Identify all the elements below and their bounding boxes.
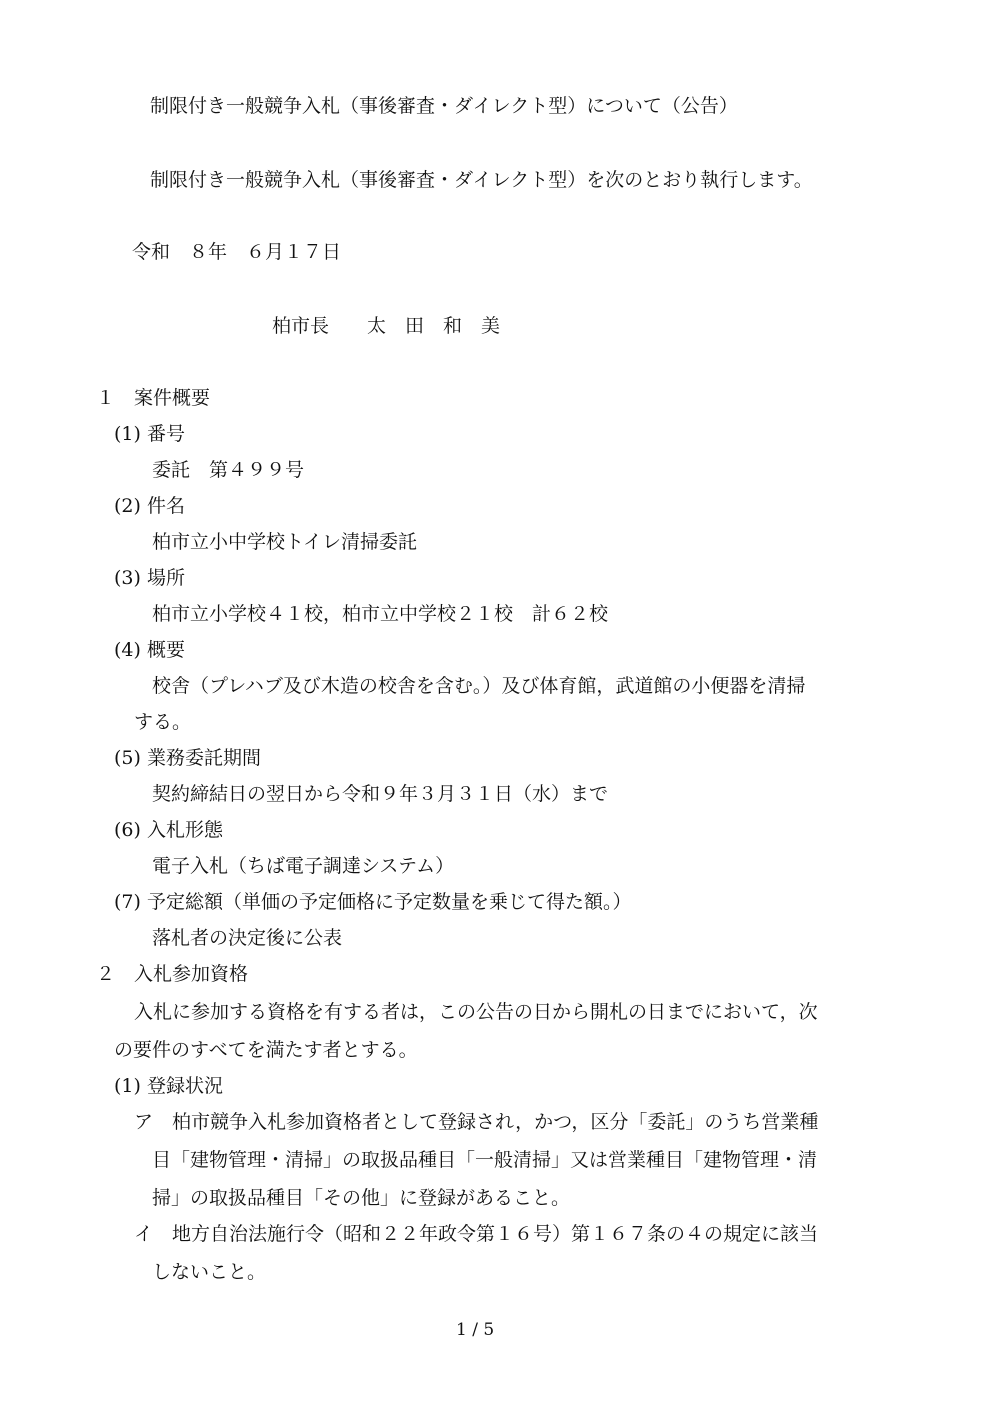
item-4-text-line1: 校舎（プレハブ及び木造の校舎を含む。）及び体育館，武道館の小便器を清掃 — [152, 675, 806, 697]
condition-a-line2: 目「建物管理・清掃」の取扱品種目「一般清掃」又は営業種目「建物管理・清 — [152, 1149, 818, 1171]
condition-b-line2: しないこと。 — [152, 1261, 267, 1283]
section-2-heading: ２ 入札参加資格 — [96, 963, 249, 985]
item-7-text: 落札者の決定後に公表 — [152, 927, 343, 949]
condition-a-line1: ア 柏市競争入札参加資格者として登録され，かつ，区分「委託」のうち営業種 — [134, 1111, 819, 1133]
item-5-label: (5) 業務委託期間 — [114, 747, 261, 769]
page-number: 1 / 5 — [456, 1320, 495, 1340]
item-2-text: 柏市立小中学校トイレ清掃委託 — [152, 531, 418, 553]
item-3-label: (3) 場所 — [114, 567, 185, 589]
item-1-text: 委託 第４９９号 — [152, 459, 305, 481]
notice-title: 制限付き一般競争入札（事後審査・ダイレクト型）について（公告） — [150, 95, 738, 117]
item-3-text: 柏市立小学校４１校，柏市立中学校２１校 計６２校 — [152, 603, 609, 625]
condition-b-line1: イ 地方自治法施行令（昭和２２年政令第１６号）第１６７条の４の規定に該当 — [134, 1223, 819, 1245]
issuer-name: 柏市長 太 田 和 美 — [272, 315, 501, 337]
s2-item-1-label: (1) 登録状況 — [114, 1075, 223, 1097]
section-1-heading: １ 案件概要 — [96, 387, 211, 409]
item-5-text: 契約締結日の翌日から令和９年３月３１日（水）まで — [152, 783, 609, 805]
item-7-label: (7) 予定総額（単価の予定価格に予定数量を乗じて得た額。） — [114, 891, 632, 913]
item-4-label: (4) 概要 — [114, 639, 185, 661]
condition-a-line3: 掃」の取扱品種目「その他」に登録があること。 — [152, 1187, 571, 1209]
item-6-label: (6) 入札形態 — [114, 819, 223, 841]
item-1-label: (1) 番号 — [114, 423, 185, 445]
item-4-text-line2: する。 — [134, 711, 192, 733]
intro-text: 制限付き一般競争入札（事後審査・ダイレクト型）を次のとおり執行します。 — [150, 169, 813, 191]
section-2-para-line2: の要件のすべてを満たす者とする。 — [114, 1039, 418, 1061]
section-2-para-line1: 入札に参加する資格を有する者は，この公告の日から開札の日までにおいて，次 — [134, 1001, 818, 1023]
item-2-label: (2) 件名 — [114, 495, 185, 517]
item-6-text: 電子入札（ちば電子調達システム） — [152, 855, 455, 877]
notice-date: 令和 ８年 ６月１７日 — [132, 241, 342, 263]
